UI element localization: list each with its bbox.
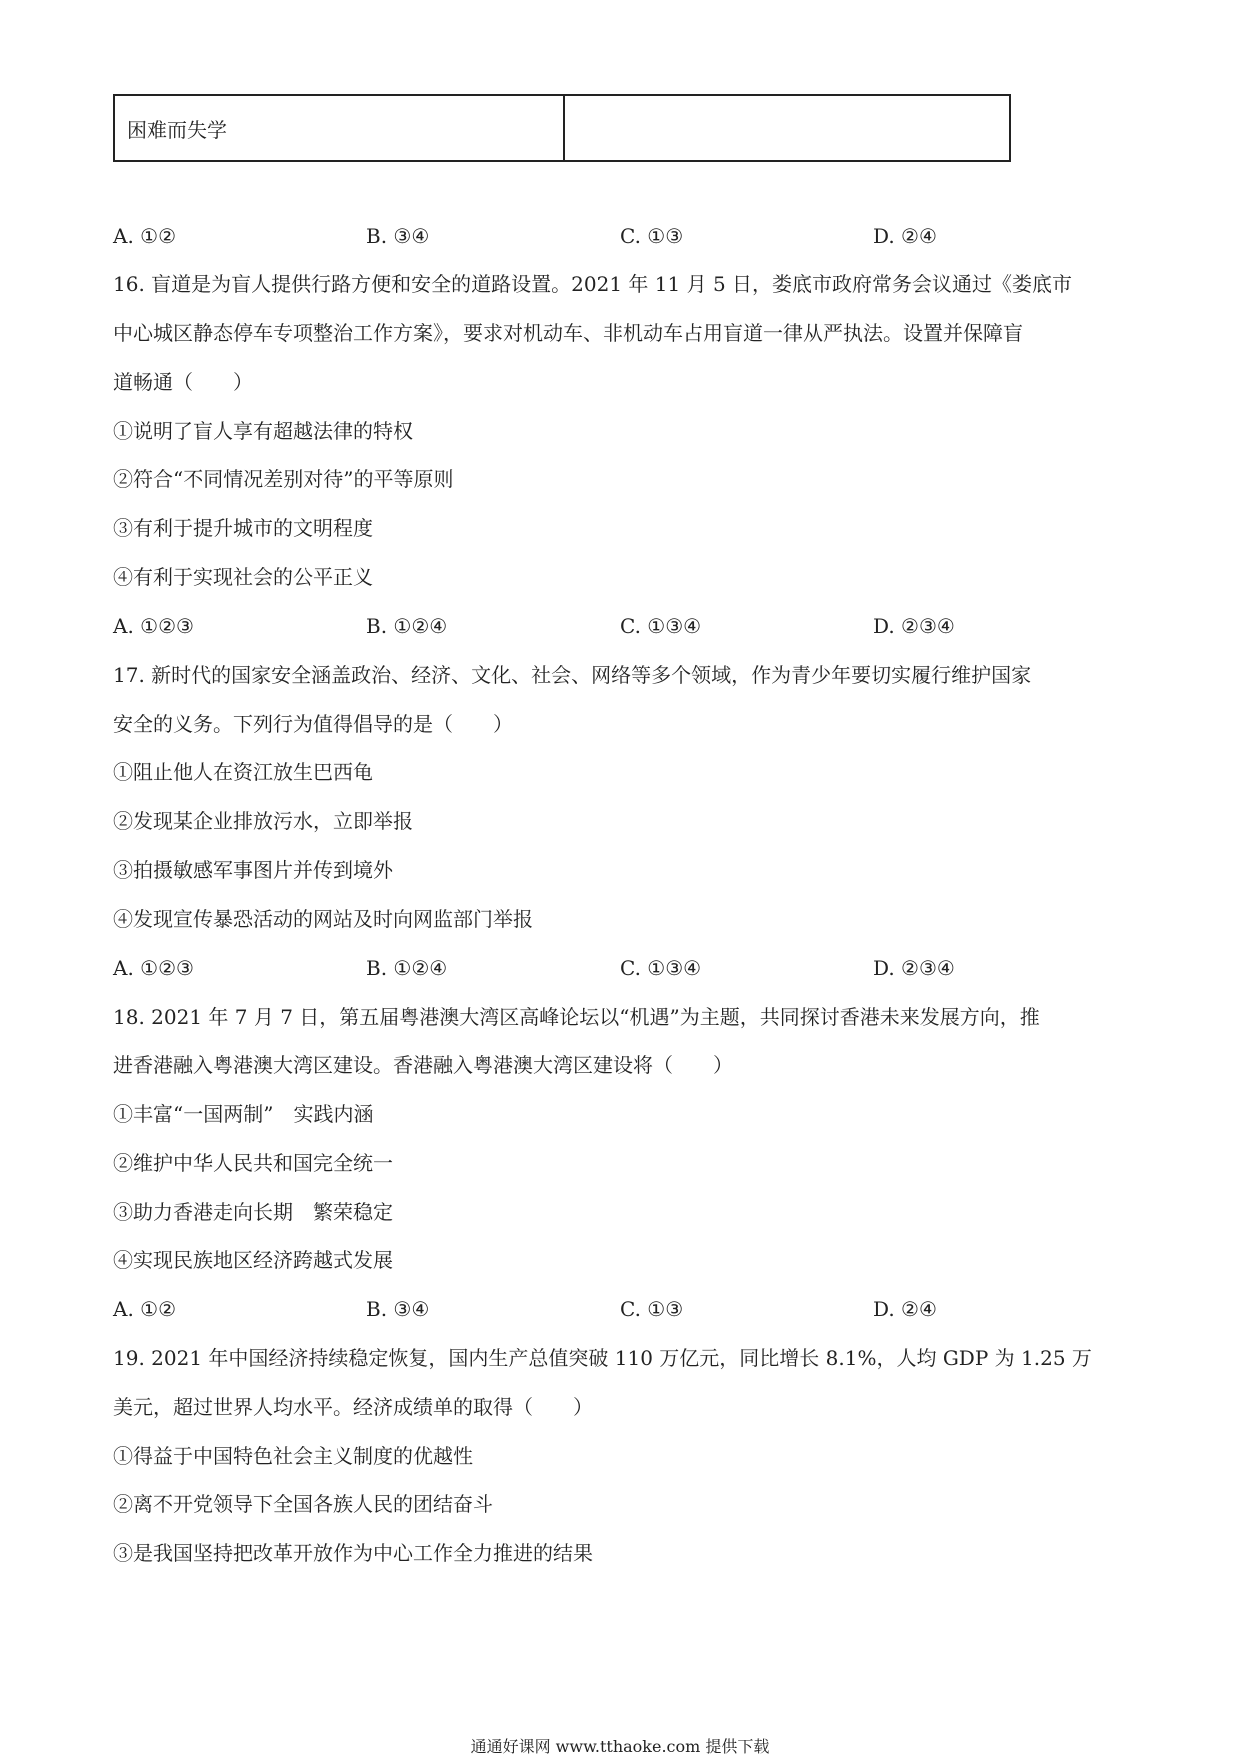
q17-stem-line: 17. 新时代的国家安全涵盖政治、经济、文化、社会、网络等多个领域，作为青少年要切实履行维护国家 (113, 663, 1032, 687)
option-b: B. ①②④ (366, 614, 448, 638)
q15-options (113, 222, 1013, 250)
q18-item: ②维护中华人民共和国完全统一 (113, 1151, 393, 1175)
q19-item: ②离不开党领导下全国各族人民的团结奋斗 (113, 1492, 493, 1516)
q17-options (113, 954, 1013, 982)
q17-item: ①阻止他人在资江放生巴西龟 (113, 760, 373, 784)
q18-item: ①丰富“一国两制” 实践内涵 (113, 1102, 374, 1126)
q18-stem-line: 18. 2021 年 7 月 7 日，第五届粤港澳大湾区高峰论坛以“机遇”为主题，共同探讨香港未来发展方向，推 (113, 1005, 1040, 1029)
q16-item: ②符合“不同情况差别对待”的平等原则 (113, 467, 454, 491)
q16-item: ③有利于提升城市的文明程度 (113, 516, 373, 540)
q19-stem-line: 美元，超过世界人均水平。经济成绩单的取得（ ） (113, 1395, 593, 1419)
option-b: B. ③④ (366, 1297, 430, 1321)
page-footer: 通通好课网 www.tthaoke.com 提供下载 (470, 1737, 770, 1756)
option-c: C. ①③ (620, 1297, 684, 1321)
option-a: A. ①② (113, 224, 177, 248)
q19-stem-line: 19. 2021 年中国经济持续稳定恢复，国内生产总值突破 110 万亿元，同比增长 8.1%，人均 GDP 为 1.25 万 (113, 1346, 1092, 1370)
option-c: C. ①③ (620, 224, 684, 248)
q16-item: ①说明了盲人享有超越法律的特权 (113, 419, 413, 443)
q16-stem-line: 道畅通（ ） (113, 370, 253, 394)
q17-item: ②发现某企业排放污水，立即举报 (113, 809, 413, 833)
q17-stem-line: 安全的义务。下列行为值得倡导的是（ ） (113, 712, 513, 736)
q18-options (113, 1295, 1013, 1323)
option-d: D. ②④ (873, 224, 937, 248)
table-cell: 困难而失学 (115, 96, 565, 160)
q17-item: ④发现宣传暴恐活动的网站及时向网监部门举报 (113, 907, 533, 931)
q18-item: ④实现民族地区经济跨越式发展 (113, 1248, 393, 1272)
q16-options (113, 612, 1013, 640)
q16-stem-line: 16. 盲道是为盲人提供行路方便和安全的道路设置。2021 年 11 月 5 日，娄底市政府常务会议通过《娄底市 (113, 272, 1073, 296)
q17-item: ③拍摄敏感军事图片并传到境外 (113, 858, 393, 882)
option-a: A. ①② (113, 1297, 177, 1321)
option-a: A. ①②③ (113, 614, 194, 638)
option-d: D. ②③④ (873, 614, 955, 638)
answer-table (113, 94, 1011, 162)
table-cell-empty (565, 96, 1009, 160)
q16-stem-line: 中心城区静态停车专项整治工作方案》，要求对机动车、非机动车占用盲道一律从严执法。设置并保障盲 (113, 321, 1023, 345)
q18-stem-line: 进香港融入粤港澳大湾区建设。香港融入粤港澳大湾区建设将（ ） (113, 1053, 733, 1077)
q19-item: ③是我国坚持把改革开放作为中心工作全力推进的结果 (113, 1541, 593, 1565)
q18-item: ③助力香港走向长期 繁荣稳定 (113, 1200, 393, 1224)
option-b: B. ①②④ (366, 956, 448, 980)
option-c: C. ①③④ (620, 956, 702, 980)
option-d: D. ②③④ (873, 956, 955, 980)
option-b: B. ③④ (366, 224, 430, 248)
option-a: A. ①②③ (113, 956, 194, 980)
option-c: C. ①③④ (620, 614, 702, 638)
q19-item: ①得益于中国特色社会主义制度的优越性 (113, 1444, 473, 1468)
q16-item: ④有利于实现社会的公平正义 (113, 565, 373, 589)
option-d: D. ②④ (873, 1297, 937, 1321)
